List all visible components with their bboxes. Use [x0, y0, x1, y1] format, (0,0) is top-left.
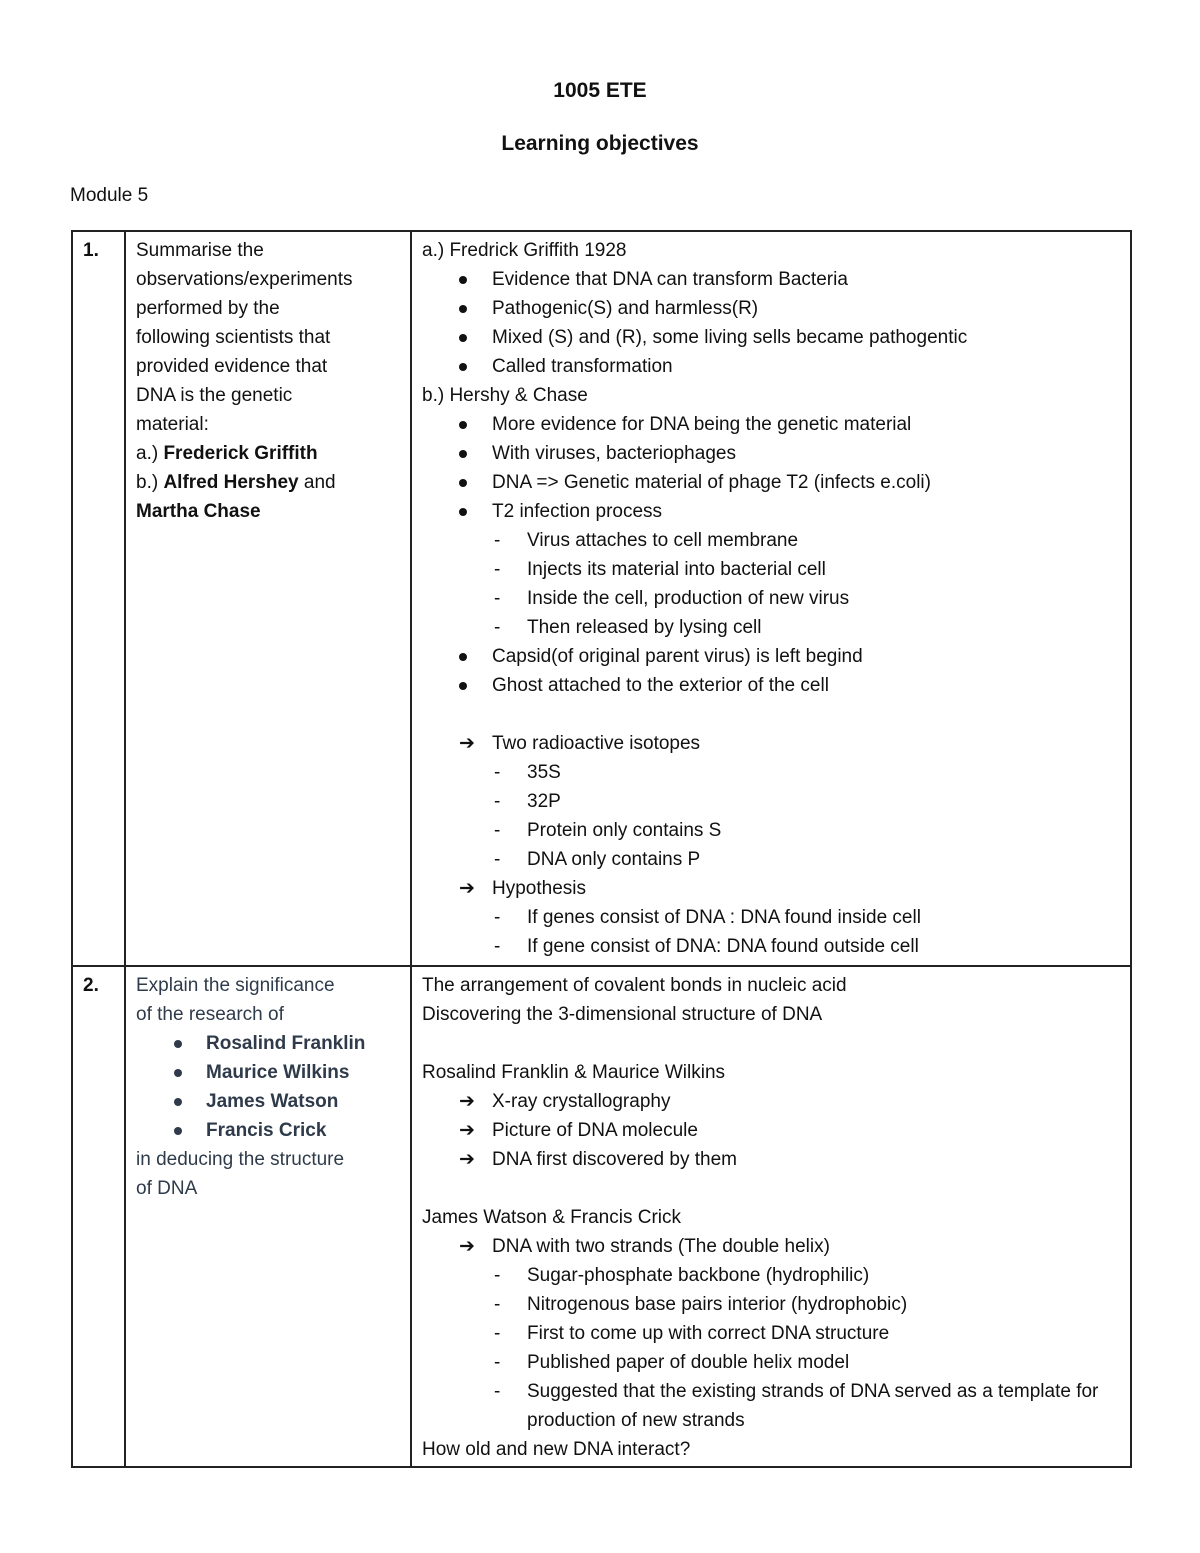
scientist-item-hershey-chase [136, 468, 402, 497]
arrow-item-label: Picture of DNA molecule [492, 1120, 698, 1141]
arrow-item [422, 1232, 1122, 1261]
note-line: Discovering the 3-dimensional structure of DNA [422, 1004, 823, 1025]
scientist-item-griffith [136, 439, 402, 468]
list-item: With viruses, bacteriophages [422, 439, 1122, 468]
objectives-table [71, 230, 1132, 1468]
document-title: 1005 ETE [553, 79, 647, 102]
objective-line: Summarise the [136, 240, 264, 261]
list-item: James Watson [136, 1087, 402, 1116]
list-item: Called transformation [422, 352, 1122, 381]
section-heading: a.) Fredrick Griffith 1928 [422, 240, 627, 261]
sub-list-item: - Protein only contains S [422, 816, 1122, 845]
arrow-item-label: X-ray crystallography [492, 1091, 671, 1112]
objective-cell [125, 231, 411, 966]
scientist-name: Martha Chase [136, 501, 261, 522]
list-item: Mixed (S) and (R), some living sells became pathogentic [422, 323, 1122, 352]
sub-list-item: - Nitrogenous base pairs interior (hydrophobic) [422, 1290, 1122, 1319]
objective-line: following scientists that [136, 327, 331, 348]
spacer [422, 1174, 1122, 1203]
scientist-name: Frederick Griffith [163, 443, 318, 464]
arrow-right-icon: ➔ [459, 1149, 475, 1170]
spacer [422, 1029, 1122, 1058]
list-item: DNA => Genetic material of phage T2 (infects e.coli) [422, 468, 1122, 497]
objective-line: of the research of [136, 1004, 284, 1025]
arrow-item-label: Hypothesis [492, 878, 586, 899]
arrow-right-icon: ➔ [459, 1091, 475, 1112]
sub-list-item: - 35S [422, 758, 1122, 787]
list-item: Pathogenic(S) and harmless(R) [422, 294, 1122, 323]
arrow-right-icon: ➔ [459, 1120, 475, 1141]
sub-list-item: - Inside the cell, production of new virus [422, 584, 1122, 613]
objective-line: performed by the [136, 298, 280, 319]
list-item: T2 infection process [422, 497, 1122, 526]
arrow-right-icon: ➔ [459, 733, 475, 754]
note-line: The arrangement of covalent bonds in nucleic acid [422, 975, 847, 996]
sub-list-item: - Published paper of double helix model [422, 1348, 1122, 1377]
list-item: Ghost attached to the exterior of the cell [422, 671, 1122, 700]
list-item: Francis Crick [136, 1116, 402, 1145]
list-item: Evidence that DNA can transform Bacteria [422, 265, 1122, 294]
sub-list-item: - Virus attaches to cell membrane [422, 526, 1122, 555]
sub-list-item: - Sugar-phosphate backbone (hydrophilic) [422, 1261, 1122, 1290]
scientist-name: Alfred Hershey [163, 472, 299, 493]
section-heading: b.) Hershy & Chase [422, 385, 588, 406]
sub-list-item: - DNA only contains P [422, 845, 1122, 874]
arrow-item-label: DNA first discovered by them [492, 1149, 737, 1170]
arrow-item [422, 874, 1122, 903]
item-prefix: b.) [136, 472, 164, 493]
section-heading: Rosalind Franklin & Maurice Wilkins [422, 1062, 726, 1083]
document-subtitle: Learning objectives [501, 132, 699, 155]
objective-line: observations/experiments [136, 269, 353, 290]
table-row [72, 966, 1131, 1467]
arrow-item [422, 1145, 1122, 1174]
arrow-item [422, 1087, 1122, 1116]
objective-line: DNA is the genetic [136, 385, 293, 406]
item-prefix: a.) [136, 443, 164, 464]
spacer [422, 700, 1122, 729]
row-number: 2. [72, 966, 125, 1467]
objective-line: in deducing the structure [136, 1149, 345, 1170]
list-item: Capsid(of original parent virus) is left begind [422, 642, 1122, 671]
list-item: Maurice Wilkins [136, 1058, 402, 1087]
objective-line: provided evidence that [136, 356, 328, 377]
sub-list-item: - First to come up with correct DNA structure [422, 1319, 1122, 1348]
notes-cell [411, 966, 1131, 1467]
module-label: Module 5 [70, 185, 149, 206]
conjunction: and [298, 472, 336, 493]
note-line: How old and new DNA interact? [422, 1439, 691, 1460]
list-item: More evidence for DNA being the genetic material [422, 410, 1122, 439]
sub-list-item: - Injects its material into bacterial cell [422, 555, 1122, 584]
row-number: 1. [72, 231, 125, 966]
section-heading: James Watson & Francis Crick [422, 1207, 682, 1228]
arrow-right-icon: ➔ [459, 878, 475, 899]
list-item: Rosalind Franklin [136, 1029, 402, 1058]
sub-list-item: - If gene consist of DNA: DNA found outside cell [422, 932, 1122, 961]
sub-list-item: - Then released by lysing cell [422, 613, 1122, 642]
arrow-item [422, 729, 1122, 758]
notes-cell [411, 231, 1131, 966]
sub-list-item: - Suggested that the existing strands of DNA served as a template for production of new strands [422, 1377, 1122, 1435]
sub-list-item: - If genes consist of DNA : DNA found inside cell [422, 903, 1122, 932]
objective-line: material: [136, 414, 209, 435]
table-row [72, 231, 1131, 966]
objective-line: of DNA [136, 1178, 198, 1199]
arrow-item-label: Two radioactive isotopes [492, 733, 701, 754]
arrow-item [422, 1116, 1122, 1145]
objective-cell [125, 966, 411, 1467]
arrow-item-label: DNA with two strands (The double helix) [492, 1236, 830, 1257]
sub-list-item: - 32P [422, 787, 1122, 816]
arrow-right-icon: ➔ [459, 1236, 475, 1257]
objective-line: Explain the significance [136, 975, 335, 996]
